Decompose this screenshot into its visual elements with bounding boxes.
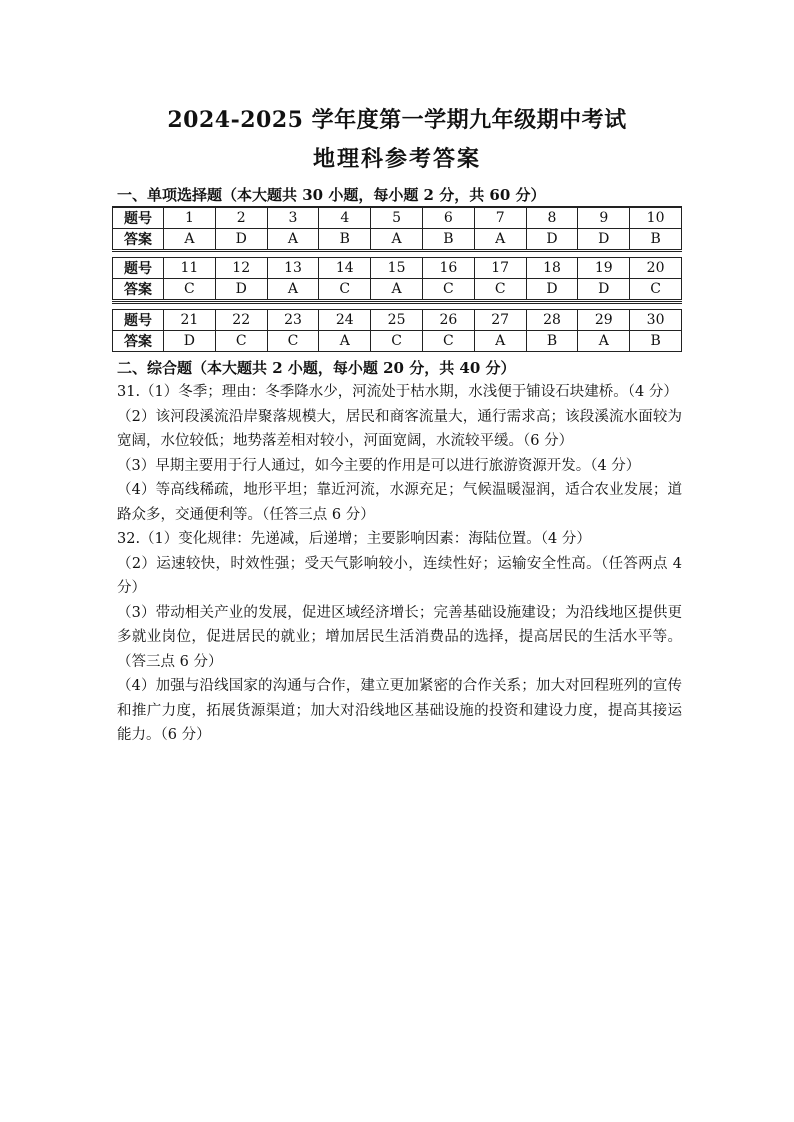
question-number-cell: 29 <box>578 310 630 331</box>
answer-cell: C <box>371 331 423 352</box>
question-number-cell: 18 <box>526 258 578 279</box>
question-number-cell: 9 <box>578 207 630 229</box>
answer-cell: B <box>630 229 682 250</box>
exam-title: 2024-2025 学年度第一学期九年级期中考试 <box>167 107 627 133</box>
answer-cell: B <box>422 229 474 250</box>
answer-cell: D <box>526 279 578 300</box>
question-number-cell: 28 <box>526 310 578 331</box>
answer-table-2 <box>112 257 682 300</box>
question-number-cell: 4 <box>319 207 371 229</box>
answer-cell: D <box>215 229 267 250</box>
row-label-number: 题号 <box>113 207 164 229</box>
answer-cell: B <box>526 331 578 352</box>
answer-cell: A <box>267 229 319 250</box>
table-divider <box>112 249 682 252</box>
answer-paragraph: （2）运速较快，时效性强；受天气影响较小，连续性好；运输安全性高。（任答两点 4 分） <box>117 555 682 596</box>
question-number-cell: 16 <box>422 258 474 279</box>
answer-cell: C <box>164 279 216 300</box>
question-number-cell: 8 <box>526 207 578 229</box>
question-number-cell: 26 <box>422 310 474 331</box>
question-number-cell: 10 <box>630 207 682 229</box>
question-number-cell: 24 <box>319 310 371 331</box>
question-number-row <box>113 207 682 229</box>
answer-cell: D <box>578 229 630 250</box>
question-number-cell: 25 <box>371 310 423 331</box>
answer-paragraph: （3）带动相关产业的发展，促进区域经济增长；完善基础设施建设；为沿线地区提供更多就业岗位，促进居民的就业；增加居民生活消费品的选择，提高居民的生活水平等。（答三点 6 分） <box>117 604 682 670</box>
answer-cell: C <box>422 279 474 300</box>
question-number-cell: 15 <box>371 258 423 279</box>
answer-cell: D <box>578 279 630 300</box>
answer-cell: A <box>371 229 423 250</box>
answer-cell: C <box>474 279 526 300</box>
answer-cell: A <box>474 229 526 250</box>
question-number-cell: 19 <box>578 258 630 279</box>
question-number-cell: 17 <box>474 258 526 279</box>
answer-paragraph: （2）该河段溪流沿岸聚落规模大，居民和商客流量大，通行需求高；该段溪流水面较为宽阔，水位较低；地势落差相对较小，河面宽阔，水流较平缓。（6 分） <box>117 408 682 449</box>
answer-cell: C <box>630 279 682 300</box>
answer-paragraph: 32.（1）变化规律：先递减，后递增；主要影响因素：海陆位置。（4 分） <box>117 531 591 547</box>
section1-heading: 一、单项选择题（本大题共 30 小题，每小题 2 分，共 60 分） <box>117 186 546 204</box>
answer-cell: B <box>319 229 371 250</box>
answer-table-3 <box>112 309 682 352</box>
row-label-answer: 答案 <box>113 331 164 352</box>
question-number-cell: 2 <box>215 207 267 229</box>
question-number-cell: 11 <box>164 258 216 279</box>
answer-cell: A <box>267 279 319 300</box>
answer-cell: D <box>526 229 578 250</box>
answer-paragraph: （3）早期主要用于行人通过，如今主要的作用是可以进行旅游资源开发。（4 分） <box>117 457 641 474</box>
question-number-cell: 20 <box>630 258 682 279</box>
question-number-cell: 5 <box>371 207 423 229</box>
answer-cell: D <box>215 279 267 300</box>
row-label-answer: 答案 <box>113 229 164 250</box>
answer-row <box>113 229 682 250</box>
answer-cell: A <box>319 331 371 352</box>
row-label-number: 题号 <box>113 258 164 279</box>
row-label-number: 题号 <box>113 310 164 331</box>
answer-cell: C <box>215 331 267 352</box>
answer-row <box>113 279 682 300</box>
answer-cell: A <box>164 229 216 250</box>
table-divider <box>112 301 682 304</box>
answer-cell: C <box>319 279 371 300</box>
answer-paragraph: 31.（1）冬季；理由：冬季降水少，河流处于枯水期，水浅便于铺设石块建桥。（4 分） <box>117 384 678 400</box>
question-number-cell: 12 <box>215 258 267 279</box>
question-number-cell: 30 <box>630 310 682 331</box>
exam-subtitle: 地理科参考答案 <box>312 146 481 172</box>
section2-heading: 二、综合题（本大题共 2 小题，每小题 20 分，共 40 分） <box>117 359 516 377</box>
answer-row <box>113 331 682 352</box>
answer-cell: B <box>630 331 682 352</box>
question-number-row <box>113 310 682 331</box>
question-number-cell: 3 <box>267 207 319 229</box>
answer-cell: A <box>371 279 423 300</box>
answer-paragraph: （4）加强与沿线国家的沟通与合作，建立更加紧密的合作关系；加大对回程班列的宣传和推广力度，拓展货源渠道；加大对沿线地区基础设施的投资和建设力度，提高其接运能力。（6 分） <box>117 678 682 743</box>
answer-cell: D <box>164 331 216 352</box>
question-number-row <box>113 258 682 279</box>
question-number-cell: 22 <box>215 310 267 331</box>
row-label-answer: 答案 <box>113 279 164 300</box>
answer-cell: A <box>578 331 630 352</box>
question-number-cell: 13 <box>267 258 319 279</box>
question-number-cell: 6 <box>422 207 474 229</box>
question-number-cell: 23 <box>267 310 319 331</box>
answer-cell: C <box>422 331 474 352</box>
answer-paragraph: （4）等高线稀疏，地形平坦；靠近河流，水源充足；气候温暖湿润，适合农业发展；道路众多，交通便利等。（任答三点 6 分） <box>117 482 682 523</box>
answer-cell: C <box>267 331 319 352</box>
question-number-cell: 14 <box>319 258 371 279</box>
question-number-cell: 1 <box>164 207 216 229</box>
answer-table-1 <box>112 206 682 250</box>
question-number-cell: 27 <box>474 310 526 331</box>
answer-cell: A <box>474 331 526 352</box>
question-number-cell: 21 <box>164 310 216 331</box>
comprehensive-answers <box>117 380 682 748</box>
question-number-cell: 7 <box>474 207 526 229</box>
